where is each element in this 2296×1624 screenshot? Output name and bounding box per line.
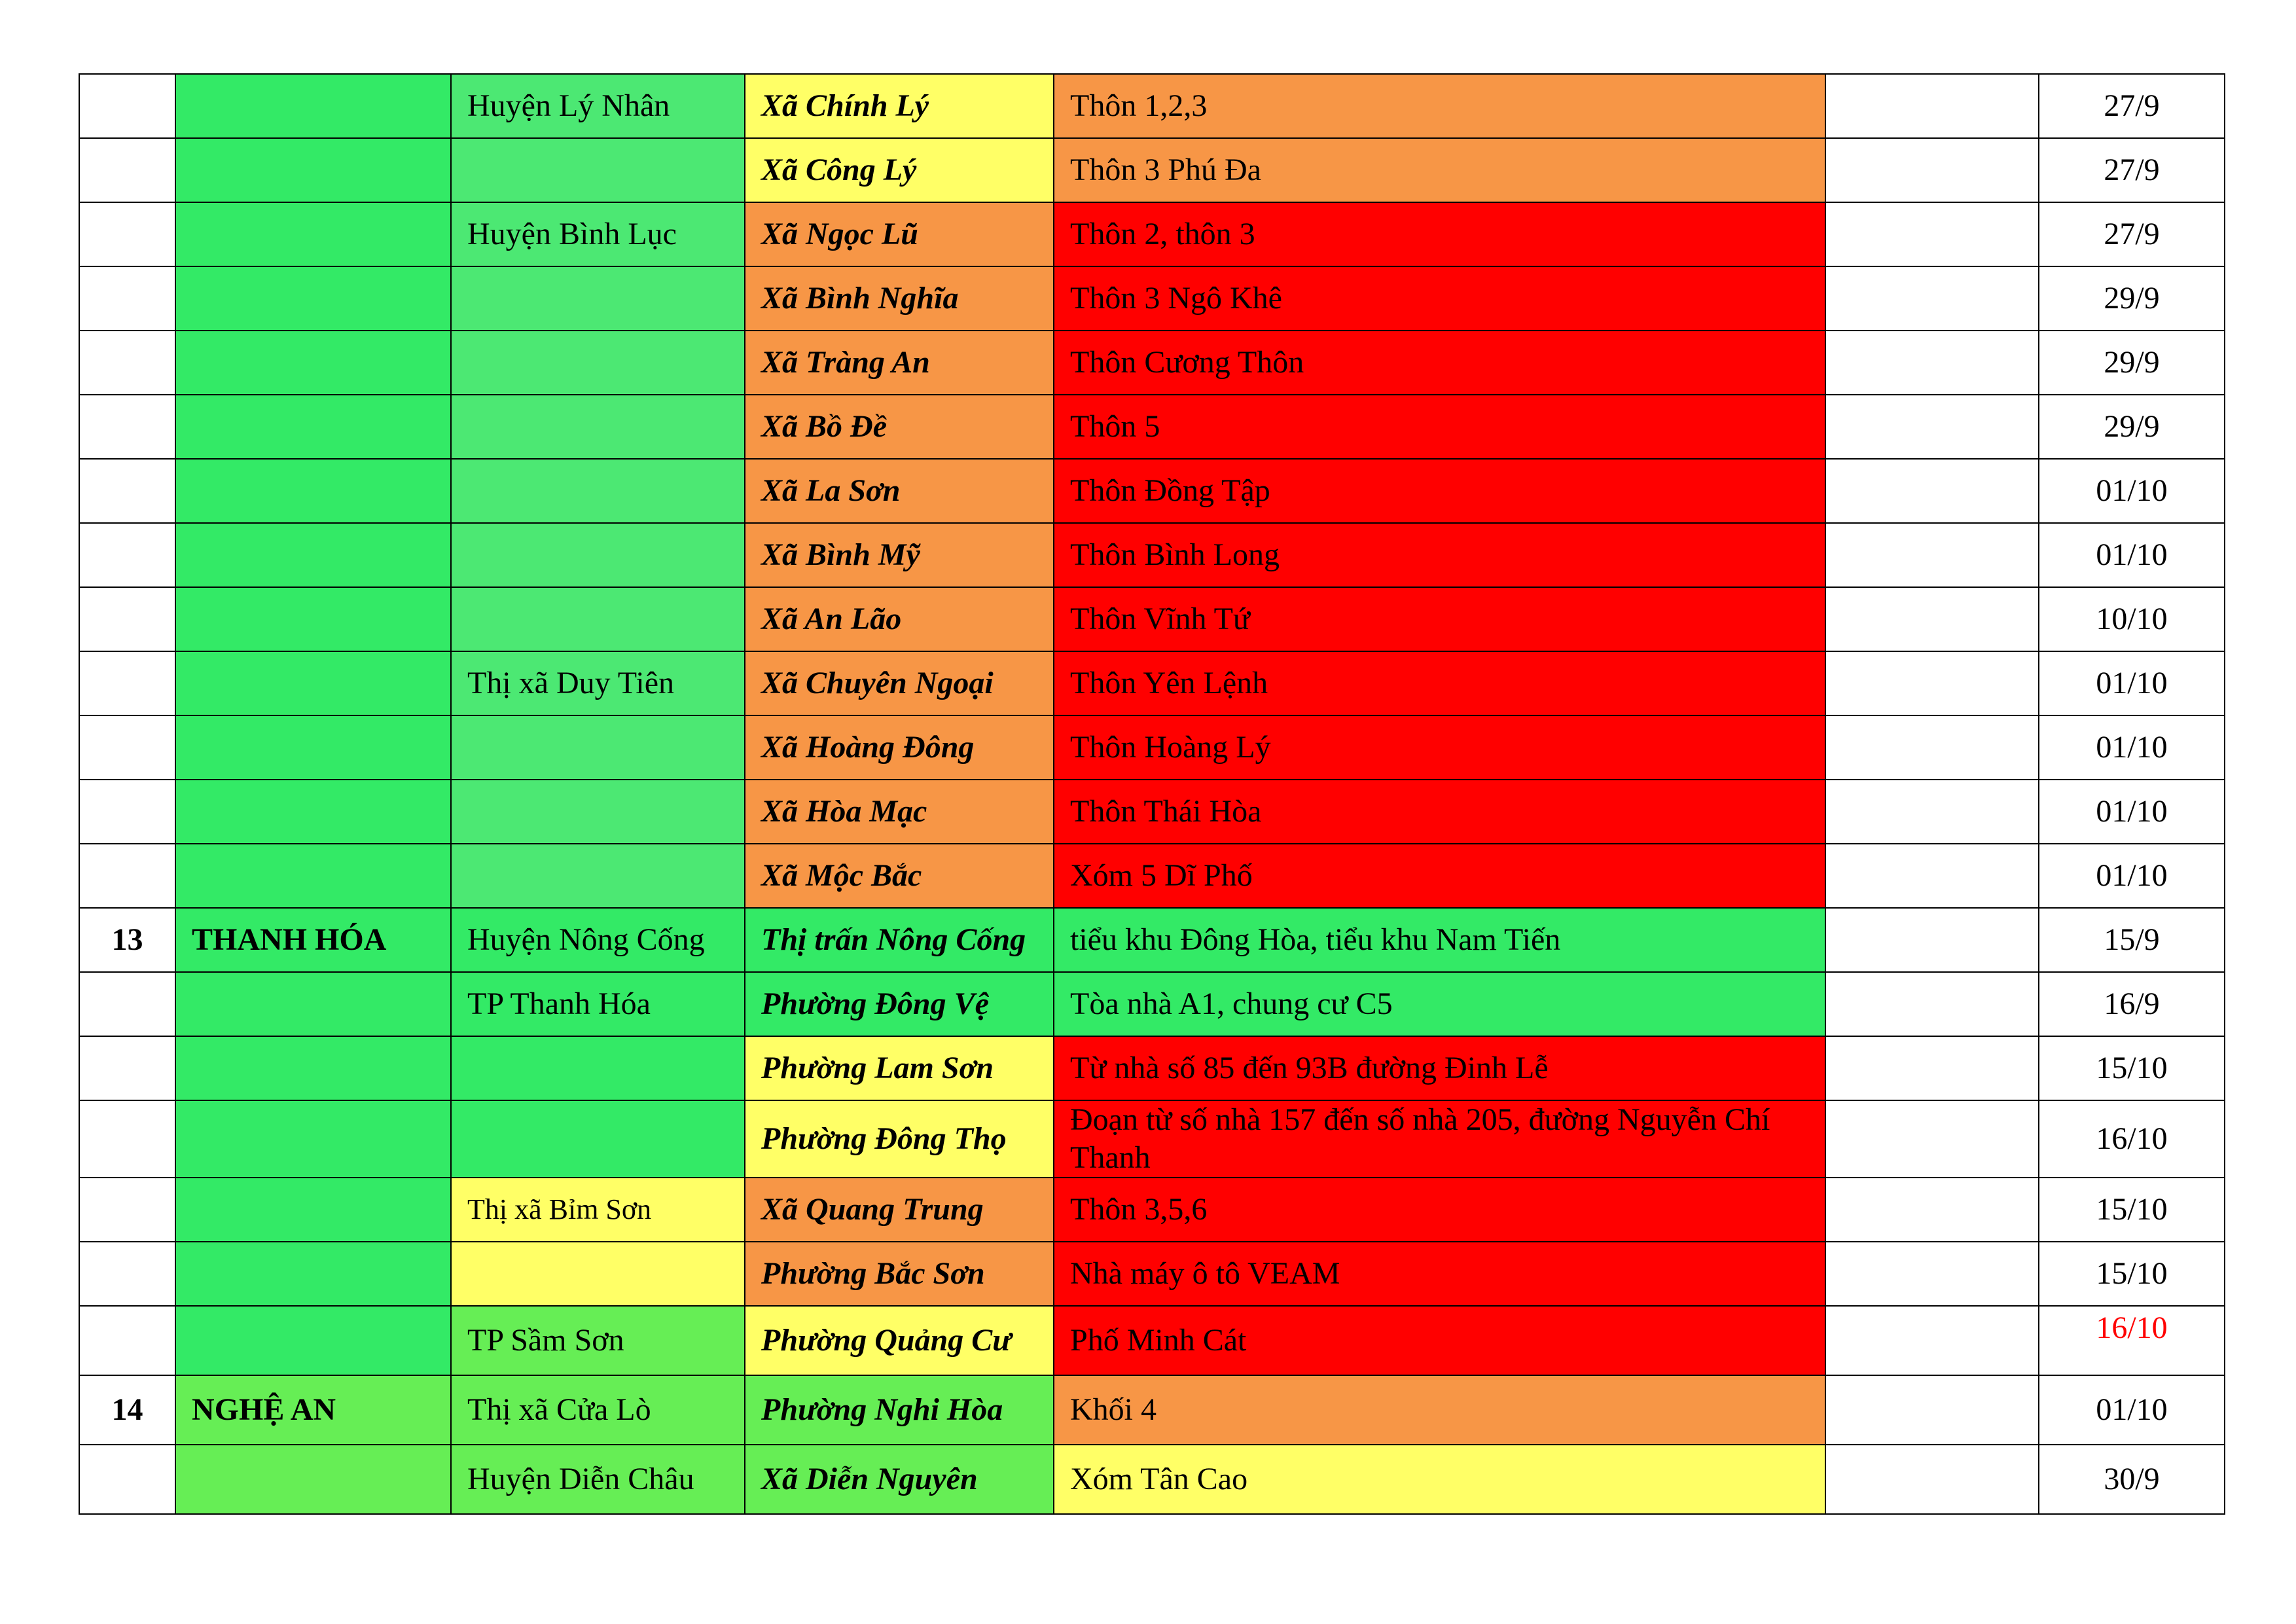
stt-cell xyxy=(79,266,175,331)
outbreak-area-table xyxy=(79,73,2225,1515)
table-row xyxy=(79,1178,2225,1242)
area-cell: Thôn Thái Hòa xyxy=(1054,780,1825,844)
district-cell: Huyện Nông Cống xyxy=(451,908,745,972)
stt-cell xyxy=(79,844,175,908)
stt-cell xyxy=(79,1036,175,1100)
district-cell xyxy=(451,1100,745,1178)
province-cell: THANH HÓA xyxy=(175,908,451,972)
stt-cell xyxy=(79,972,175,1036)
table-row xyxy=(79,1100,2225,1178)
note-cell xyxy=(1825,780,2039,844)
commune-cell: Xã Công Lý xyxy=(745,138,1054,202)
province-cell xyxy=(175,1242,451,1306)
date-cell: 01/10 xyxy=(2039,523,2225,587)
stt-cell xyxy=(79,1445,175,1514)
province-cell xyxy=(175,972,451,1036)
stt-cell xyxy=(79,459,175,523)
area-cell: Thôn Cương Thôn xyxy=(1054,331,1825,395)
province-cell xyxy=(175,1306,451,1375)
date-cell: 29/9 xyxy=(2039,331,2225,395)
province-cell xyxy=(175,1178,451,1242)
table-row xyxy=(79,74,2225,138)
date-cell: 15/9 xyxy=(2039,908,2225,972)
district-cell: Huyện Diễn Châu xyxy=(451,1445,745,1514)
date-cell: 27/9 xyxy=(2039,202,2225,266)
area-cell: Phố Minh Cát xyxy=(1054,1306,1825,1375)
province-cell xyxy=(175,587,451,651)
note-cell xyxy=(1825,1178,2039,1242)
table-row xyxy=(79,138,2225,202)
province-cell xyxy=(175,780,451,844)
commune-cell: Phường Đông Vệ xyxy=(745,972,1054,1036)
commune-cell: Xã Hòa Mạc xyxy=(745,780,1054,844)
date-cell: 01/10 xyxy=(2039,715,2225,780)
area-cell: tiểu khu Đông Hòa, tiểu khu Nam Tiến xyxy=(1054,908,1825,972)
note-cell xyxy=(1825,395,2039,459)
table-row xyxy=(79,1375,2225,1445)
area-cell: Thôn 5 xyxy=(1054,395,1825,459)
table-row xyxy=(79,266,2225,331)
commune-cell: Phường Bắc Sơn xyxy=(745,1242,1054,1306)
district-cell xyxy=(451,780,745,844)
stt-cell xyxy=(79,1242,175,1306)
stt-cell xyxy=(79,138,175,202)
table-row xyxy=(79,331,2225,395)
table-row xyxy=(79,202,2225,266)
commune-cell: Phường Quảng Cư xyxy=(745,1306,1054,1375)
table-row xyxy=(79,1242,2225,1306)
province-cell xyxy=(175,331,451,395)
province-cell xyxy=(175,844,451,908)
date-cell: 30/9 xyxy=(2039,1445,2225,1514)
area-cell: Thôn Đồng Tập xyxy=(1054,459,1825,523)
commune-cell: Xã Chuyên Ngoại xyxy=(745,651,1054,715)
area-cell: Thôn Yên Lệnh xyxy=(1054,651,1825,715)
stt-cell xyxy=(79,780,175,844)
district-cell xyxy=(451,844,745,908)
date-cell: 15/10 xyxy=(2039,1242,2225,1306)
district-cell: Huyện Bình Lục xyxy=(451,202,745,266)
date-cell: 01/10 xyxy=(2039,1375,2225,1445)
commune-cell: Xã Chính Lý xyxy=(745,74,1054,138)
date-cell: 10/10 xyxy=(2039,587,2225,651)
note-cell xyxy=(1825,74,2039,138)
province-cell: NGHỆ AN xyxy=(175,1375,451,1445)
date-cell: 15/10 xyxy=(2039,1036,2225,1100)
table-row xyxy=(79,1306,2225,1375)
commune-cell: Phường Lam Sơn xyxy=(745,1036,1054,1100)
province-cell xyxy=(175,459,451,523)
table-row xyxy=(79,1036,2225,1100)
area-cell: Thôn Hoàng Lý xyxy=(1054,715,1825,780)
stt-cell xyxy=(79,1178,175,1242)
province-cell xyxy=(175,1100,451,1178)
commune-cell: Xã Tràng An xyxy=(745,331,1054,395)
commune-cell: Xã Ngọc Lũ xyxy=(745,202,1054,266)
date-cell: 01/10 xyxy=(2039,651,2225,715)
date-cell: 29/9 xyxy=(2039,266,2225,331)
area-cell: Đoạn từ số nhà 157 đến số nhà 205, đường Nguyễn Chí Thanh xyxy=(1054,1100,1825,1178)
commune-cell: Xã Bồ Đề xyxy=(745,395,1054,459)
district-cell: Thị xã Duy Tiên xyxy=(451,651,745,715)
note-cell xyxy=(1825,972,2039,1036)
table-row xyxy=(79,780,2225,844)
date-cell: 15/10 xyxy=(2039,1178,2225,1242)
commune-cell: Phường Đông Thọ xyxy=(745,1100,1054,1178)
date-cell: 01/10 xyxy=(2039,844,2225,908)
stt-cell xyxy=(79,1100,175,1178)
note-cell xyxy=(1825,138,2039,202)
table-row xyxy=(79,844,2225,908)
province-cell xyxy=(175,715,451,780)
area-cell: Thôn 2, thôn 3 xyxy=(1054,202,1825,266)
table-row xyxy=(79,651,2225,715)
date-cell: 16/10 xyxy=(2039,1306,2225,1375)
date-cell: 16/10 xyxy=(2039,1100,2225,1178)
note-cell xyxy=(1825,1375,2039,1445)
commune-cell: Xã An Lão xyxy=(745,587,1054,651)
district-cell xyxy=(451,715,745,780)
area-cell: Xóm 5 Dĩ Phố xyxy=(1054,844,1825,908)
district-cell: TP Thanh Hóa xyxy=(451,972,745,1036)
district-cell xyxy=(451,523,745,587)
commune-cell: Thị trấn Nông Cống xyxy=(745,908,1054,972)
commune-cell: Xã Mộc Bắc xyxy=(745,844,1054,908)
note-cell xyxy=(1825,523,2039,587)
date-cell: 16/9 xyxy=(2039,972,2225,1036)
area-cell: Khối 4 xyxy=(1054,1375,1825,1445)
province-cell xyxy=(175,1445,451,1514)
commune-cell: Xã Hoàng Đông xyxy=(745,715,1054,780)
area-cell: Tòa nhà A1, chung cư C5 xyxy=(1054,972,1825,1036)
note-cell xyxy=(1825,587,2039,651)
note-cell xyxy=(1825,459,2039,523)
date-cell: 01/10 xyxy=(2039,459,2225,523)
table-row xyxy=(79,523,2225,587)
district-cell xyxy=(451,1242,745,1306)
note-cell xyxy=(1825,651,2039,715)
area-cell: Thôn 3 Ngô Khê xyxy=(1054,266,1825,331)
table-row xyxy=(79,972,2225,1036)
district-cell xyxy=(451,395,745,459)
date-cell: 27/9 xyxy=(2039,74,2225,138)
stt-cell: 14 xyxy=(79,1375,175,1445)
date-cell: 01/10 xyxy=(2039,780,2225,844)
stt-cell xyxy=(79,395,175,459)
commune-cell: Xã La Sơn xyxy=(745,459,1054,523)
area-cell: Thôn 3,5,6 xyxy=(1054,1178,1825,1242)
province-cell xyxy=(175,138,451,202)
note-cell xyxy=(1825,1242,2039,1306)
province-cell xyxy=(175,395,451,459)
table-row xyxy=(79,715,2225,780)
note-cell xyxy=(1825,1036,2039,1100)
area-cell: Xóm Tân Cao xyxy=(1054,1445,1825,1514)
area-cell: Từ nhà số 85 đến 93B đường Đinh Lễ xyxy=(1054,1036,1825,1100)
stt-cell xyxy=(79,651,175,715)
table-row xyxy=(79,908,2225,972)
stt-cell xyxy=(79,587,175,651)
commune-cell: Xã Bình Mỹ xyxy=(745,523,1054,587)
stt-cell xyxy=(79,523,175,587)
area-cell: Thôn 3 Phú Đa xyxy=(1054,138,1825,202)
stt-cell xyxy=(79,715,175,780)
stt-cell xyxy=(79,74,175,138)
area-cell: Nhà máy ô tô VEAM xyxy=(1054,1242,1825,1306)
note-cell xyxy=(1825,1306,2039,1375)
province-cell xyxy=(175,74,451,138)
commune-cell: Xã Quang Trung xyxy=(745,1178,1054,1242)
province-cell xyxy=(175,202,451,266)
note-cell xyxy=(1825,266,2039,331)
stt-cell xyxy=(79,202,175,266)
table-row xyxy=(79,1445,2225,1514)
province-cell xyxy=(175,1036,451,1100)
note-cell xyxy=(1825,1100,2039,1178)
province-cell xyxy=(175,266,451,331)
district-cell: Huyện Lý Nhân xyxy=(451,74,745,138)
date-cell: 27/9 xyxy=(2039,138,2225,202)
district-cell xyxy=(451,331,745,395)
table-row xyxy=(79,587,2225,651)
district-cell: Thị xã Cửa Lò xyxy=(451,1375,745,1445)
date-cell: 29/9 xyxy=(2039,395,2225,459)
district-cell xyxy=(451,138,745,202)
commune-cell: Xã Diễn Nguyên xyxy=(745,1445,1054,1514)
commune-cell: Phường Nghi Hòa xyxy=(745,1375,1054,1445)
stt-cell xyxy=(79,1306,175,1375)
stt-cell: 13 xyxy=(79,908,175,972)
table-row xyxy=(79,459,2225,523)
note-cell xyxy=(1825,908,2039,972)
district-cell xyxy=(451,459,745,523)
stt-cell xyxy=(79,331,175,395)
table-row xyxy=(79,395,2225,459)
note-cell xyxy=(1825,331,2039,395)
note-cell xyxy=(1825,1445,2039,1514)
district-cell xyxy=(451,1036,745,1100)
district-cell xyxy=(451,587,745,651)
province-cell xyxy=(175,651,451,715)
note-cell xyxy=(1825,202,2039,266)
district-cell: TP Sầm Sơn xyxy=(451,1306,745,1375)
area-cell: Thôn Bình Long xyxy=(1054,523,1825,587)
note-cell xyxy=(1825,715,2039,780)
commune-cell: Xã Bình Nghĩa xyxy=(745,266,1054,331)
area-cell: Thôn Vĩnh Tứ xyxy=(1054,587,1825,651)
district-cell xyxy=(451,266,745,331)
note-cell xyxy=(1825,844,2039,908)
district-cell: Thị xã Bỉm Sơn xyxy=(451,1178,745,1242)
area-cell: Thôn 1,2,3 xyxy=(1054,74,1825,138)
province-cell xyxy=(175,523,451,587)
